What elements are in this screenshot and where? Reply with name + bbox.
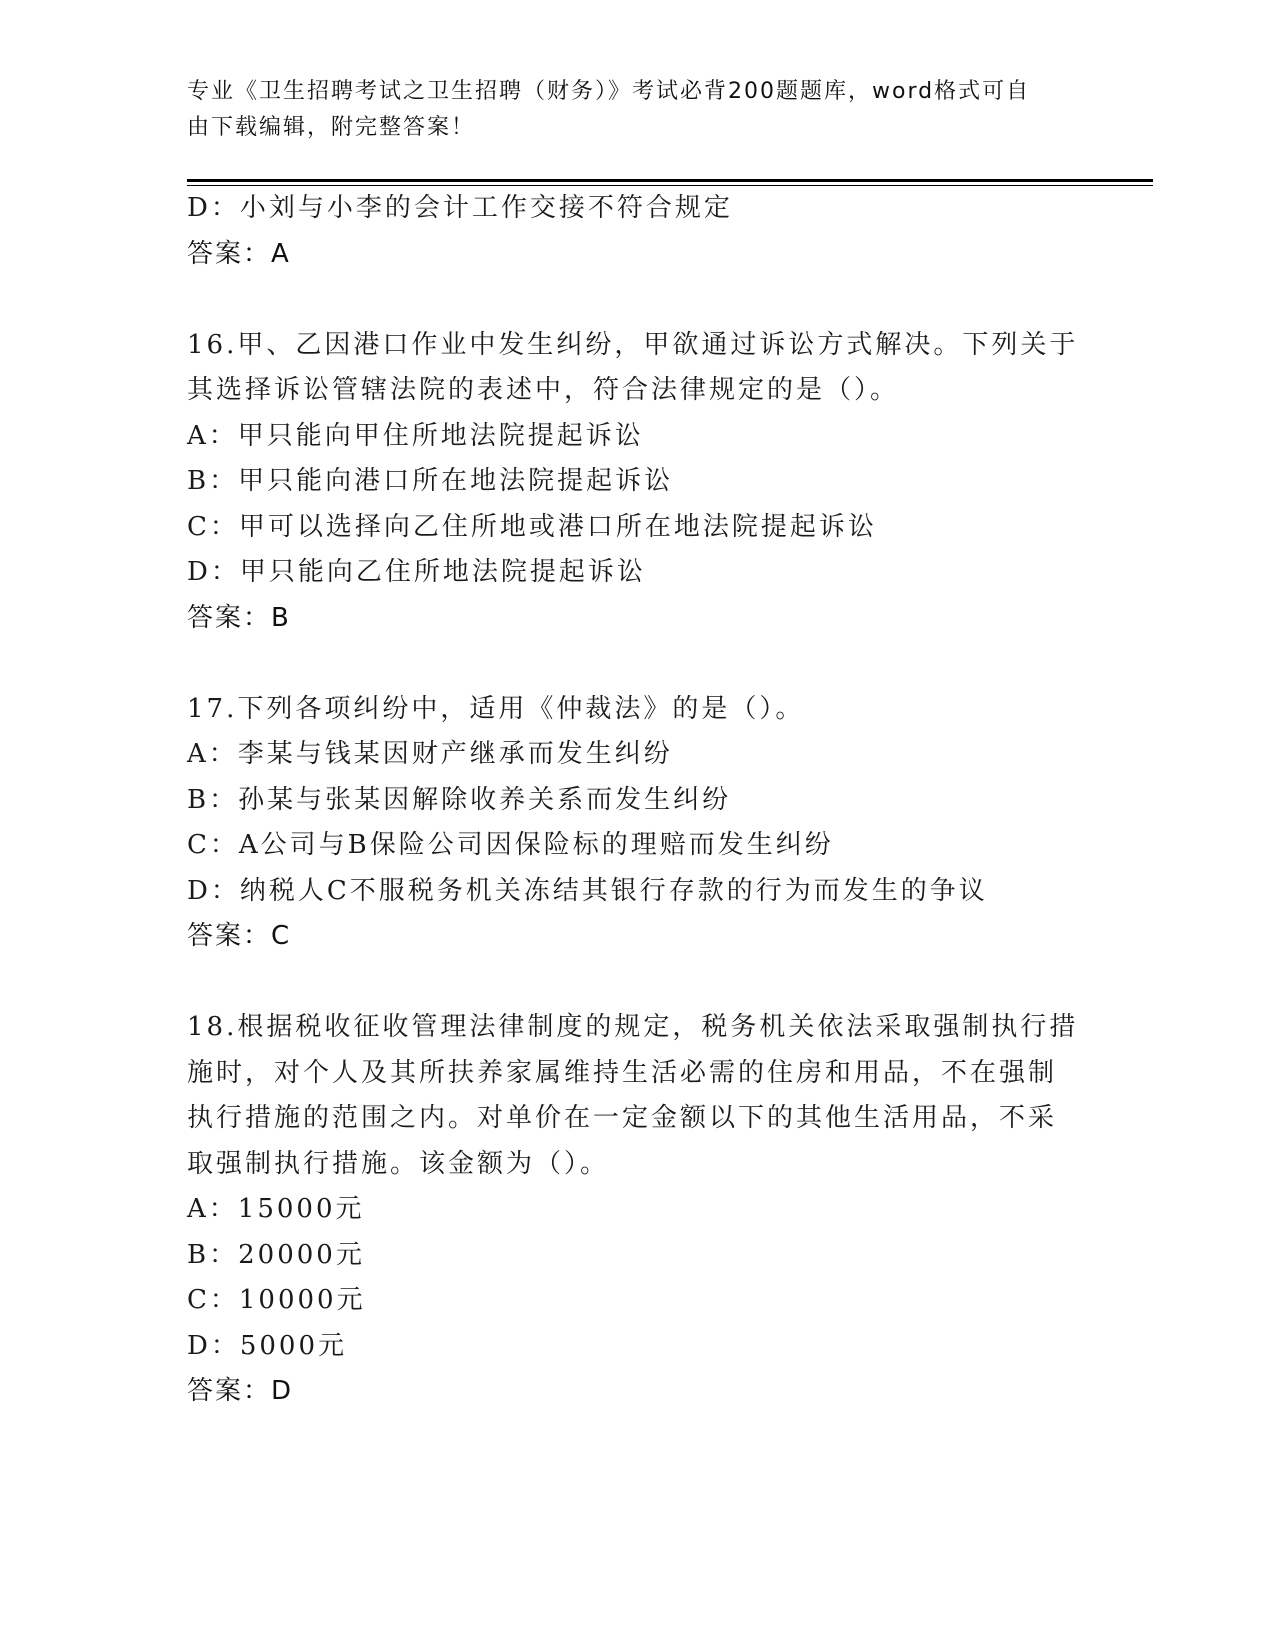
question-block-17 bbox=[187, 687, 1087, 960]
option-c: C：A公司与B保险公司因保险标的理赔而发生纠纷 bbox=[187, 830, 834, 860]
question-stem-line: 施时，对个人及其所扶养家属维持生活必需的住房和用品，不在强制 bbox=[187, 1057, 1058, 1088]
question-stem-line: 执行措施的范围之内。对单价在一定金额以下的其他生活用品，不采 bbox=[187, 1103, 1058, 1133]
option-b: B：孙某与张某因解除收养关系而发生纠纷 bbox=[187, 784, 732, 815]
answer-line: 答案：C bbox=[187, 921, 292, 951]
spacer bbox=[187, 960, 1087, 1006]
answer-line: 答案：D bbox=[187, 1376, 294, 1406]
option-d: D：纳税人C不服税务机关冻结其银行存款的行为而发生的争议 bbox=[187, 875, 988, 906]
option-c: C：10000元 bbox=[187, 1285, 366, 1315]
spacer bbox=[187, 277, 1087, 323]
question-content bbox=[187, 186, 1087, 1415]
option-a: A：李某与钱某因财产继承而发生纠纷 bbox=[187, 739, 673, 769]
header-line-2: 由下载编辑，附完整答案！ bbox=[187, 115, 476, 140]
question-block-15-tail bbox=[187, 186, 1087, 277]
question-stem-line: 其选择诉讼管辖法院的表述中，符合法律规定的是（）。 bbox=[187, 375, 900, 405]
option-a: A：甲只能向甲住所地法院提起诉讼 bbox=[187, 420, 644, 451]
option-d: D：5000元 bbox=[187, 1330, 348, 1361]
question-stem-line: 17.下列各项纠纷中，适用《仲裁法》的是（）。 bbox=[187, 693, 805, 724]
spacer bbox=[187, 641, 1087, 687]
option-c: C：甲可以选择向乙住所地或港口所在地法院提起诉讼 bbox=[187, 511, 877, 542]
answer-line: 答案：A bbox=[187, 238, 291, 269]
header-divider-thick bbox=[187, 179, 1153, 182]
option-d: D：小刘与小李的会计工作交接不符合规定 bbox=[187, 193, 733, 223]
option-d: D：甲只能向乙住所地法院提起诉讼 bbox=[187, 557, 646, 587]
answer-line: 答案：B bbox=[187, 602, 291, 633]
document-header bbox=[187, 74, 1067, 146]
question-stem-line: 16.甲、乙因港口作业中发生纠纷，甲欲通过诉讼方式解决。下列关于 bbox=[187, 329, 1079, 360]
question-stem-line: 18.根据税收征收管理法律制度的规定，税务机关依法采取强制执行措 bbox=[187, 1012, 1079, 1042]
question-stem-line: 取强制执行措施。该金额为（）。 bbox=[187, 1148, 610, 1179]
option-b: B：20000元 bbox=[187, 1239, 365, 1270]
option-b: B：甲只能向港口所在地法院提起诉讼 bbox=[187, 466, 674, 496]
question-block-18 bbox=[187, 1005, 1087, 1415]
option-a: A：15000元 bbox=[187, 1194, 365, 1224]
header-line-1: 专业《卫生招聘考试之卫生招聘（财务）》考试必背200题题库，word格式可自 bbox=[187, 79, 1031, 104]
question-block-16 bbox=[187, 323, 1087, 642]
